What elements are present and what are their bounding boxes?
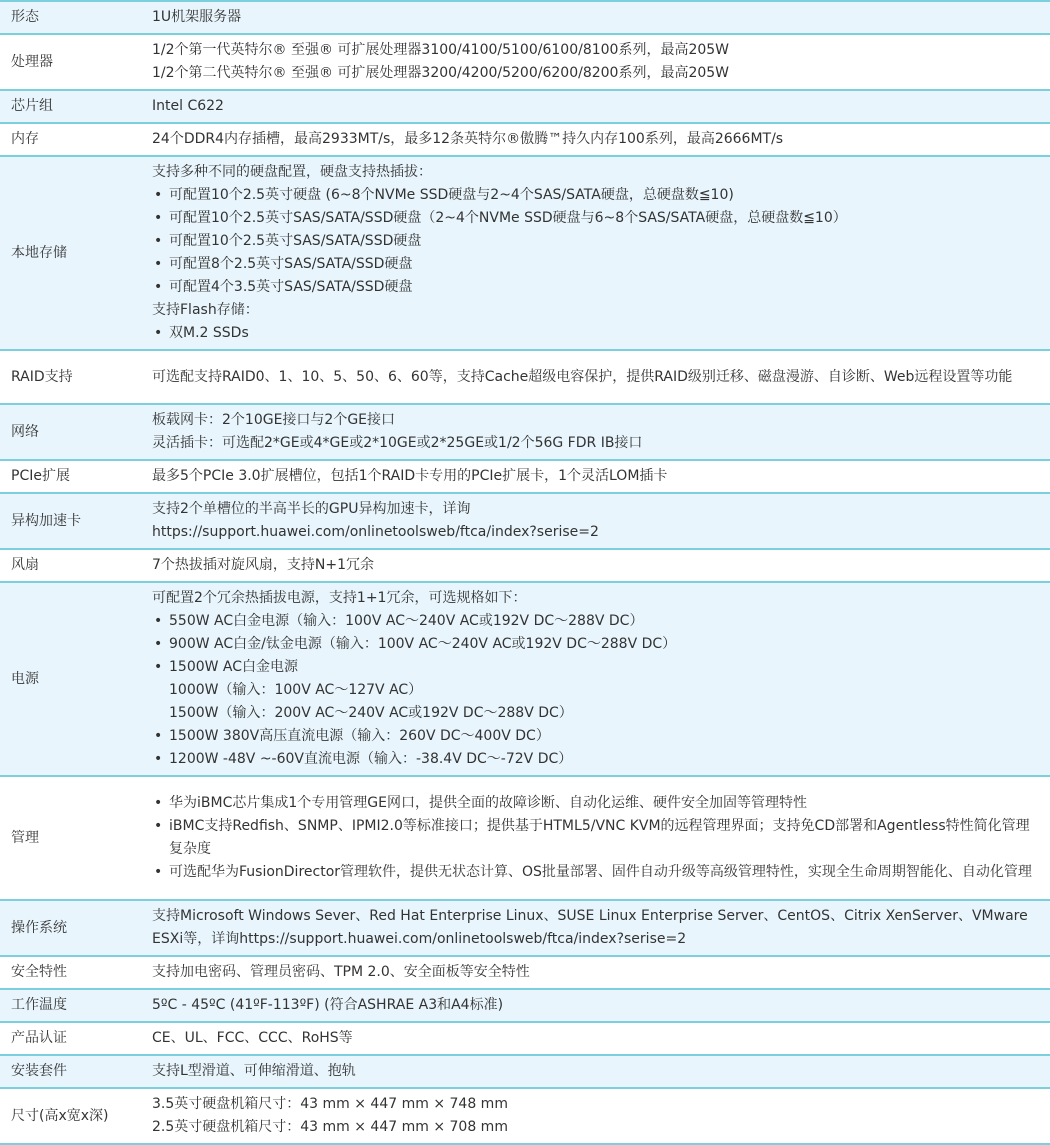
spec-row-certification [0,1022,1050,1055]
row-value [140,1,1050,34]
spec-row-gpu [0,493,1050,549]
bullet-item: • 1500W 380V高压直流电源（输入：260V DC～400V DC） [152,725,1042,748]
row-label: 管理 [11,829,39,846]
value-line: 最多5个PCIe 3.0扩展槽位，包括1个RAID卡专用的PCIe扩展卡，1个灵活LOM插卡 [152,468,668,484]
value-line: 灵活插卡：可选配2*GE或4*GE或2*10GE或2*25GE或1/2个56G FDR IB接口 [152,435,643,451]
value-line: 支持加电密码、管理员密码、TPM 2.0、安全面板等安全特性 [152,964,530,980]
bullet-item: • 900W AC白金/钛金电源（输入：100V AC～240V AC或192V DC～288V DC） [152,633,1042,656]
value-line: 可选配支持RAID0、1、10、5、50、6、60等，支持Cache超级电容保护，提供RAID级别迁移、磁盘漫游、自诊断、Web远程设置等功能 [152,368,1013,385]
spec-row-mounting-kit [0,1055,1050,1088]
bullet-item: • 可配置10个2.5英寸SAS/SATA/SSD硬盘（2~4个NVMe SSD硬盘与6~8个SAS/SATA硬盘，总硬盘数≦10） [152,207,1042,230]
spec-row-form-factor [0,1,1050,34]
spec-row-local-storage [0,156,1050,350]
row-value [140,582,1050,776]
value-line: Intel C622 [152,98,224,114]
value-line: 板载网卡：2个10GE接口与2个GE接口 [152,412,396,428]
row-value [140,34,1050,90]
row-value [140,90,1050,123]
spec-row-fan [0,549,1050,582]
row-value [140,493,1050,549]
spec-row-network [0,404,1050,460]
value-line: 1/2个第二代英特尔® 至强® 可扩展处理器3200/4200/5200/6200/8200系列，最高205W [152,65,730,81]
value-line: 1/2个第一代英特尔® 至强® 可扩展处理器3100/4100/5100/6100/8100系列，最高205W [152,42,730,58]
sub-item: 1500W（输入：200V AC～240V AC或192V DC～288V DC） [169,705,573,721]
row-value [140,989,1050,1022]
row-label: 本地存储 [11,244,67,261]
spec-row-dimensions [0,1088,1050,1144]
spec-row-chipset [0,90,1050,123]
bullet-item: • 华为iBMC芯片集成1个专用管理GE网口，提供全面的故障诊断、自动化运维、硬件安全加固等管理特性 [152,792,1042,815]
value-line: 可配置2个冗余热插拔电源，支持1+1冗余，可选规格如下： [152,590,527,606]
row-value [140,1022,1050,1055]
row-label: 尺寸(高x宽x深) [11,1107,109,1124]
row-value [140,404,1050,460]
bullet-item: • 可配置10个2.5英寸SAS/SATA/SSD硬盘 [152,230,1042,253]
value-line: 24个DDR4内存插槽，最高2933MT/s，最多12条英特尔®傲腾™持久内存100系列，最高2666MT/s [152,131,784,147]
bullet-item: • 1500W AC白金电源 [152,656,1042,679]
spec-row-os [0,900,1050,956]
spec-row-security [0,956,1050,989]
row-value [140,156,1050,350]
bullet-item: • 可选配华为FusionDirector管理软件，提供无状态计算、OS批量部署、固件自动升级等高级管理特性，实现全生命周期智能化、自动化管理 [152,861,1042,884]
value-line: 7个热拔插对旋风扇，支持N+1冗余 [152,557,375,573]
row-value [140,460,1050,493]
bullet-item: • 双M.2 SSDs [152,322,1042,345]
row-label: 安装套件 [11,1063,67,1079]
sub-item: 1000W（输入：100V AC～127V AC） [169,682,423,698]
value-line: 5ºC - 45ºC (41ºF-113ºF) (符合ASHRAE A3和A4标准) [152,997,504,1013]
row-label: 电源 [11,670,39,687]
row-label: RAID支持 [11,368,73,385]
row-label: 内存 [11,131,39,147]
spec-row-pcie [0,460,1050,493]
bullet-item: • 550W AC白金电源（输入：100V AC～240V AC或192V DC～288V DC） [152,610,1042,633]
value-line: 支持多种不同的硬盘配置，硬盘支持热插拔： [152,164,432,180]
row-label: 产品认证 [11,1030,67,1046]
row-value [140,776,1050,900]
value-line: CE、UL、FCC、CCC、RoHS等 [152,1030,353,1046]
bullet-item: • 可配置8个2.5英寸SAS/SATA/SSD硬盘 [152,253,1042,276]
row-value [140,549,1050,582]
value-line: 支持L型滑道、可伸缩滑道、抱轨 [152,1063,356,1079]
value-line: 3.5英寸硬盘机箱尺寸：43 mm × 447 mm × 748 mm [152,1096,508,1112]
spec-row-processor [0,34,1050,90]
spec-row-temperature [0,989,1050,1022]
row-label: PCIe扩展 [11,468,70,484]
bullet-item: • 可配置4个3.5英寸SAS/SATA/SSD硬盘 [152,276,1042,299]
bullet-item: • iBMC支持Redfish、SNMP、IPMI2.0等标准接口；提供基于HTML5/VNC KVM的远程管理界面；支持免CD部署和Agentless特性简化管理复杂度 [152,815,1042,861]
spec-row-raid [0,350,1050,404]
row-value [140,1088,1050,1144]
value-line: 支持2个单槽位的半高半长的GPU异构加速卡，详询 [152,501,471,517]
row-value [140,900,1050,956]
bullet-item: • 1200W -48V ~-60V直流电源（输入：-38.4V DC～-72V DC） [152,748,1042,771]
value-line: 1U机架服务器 [152,9,242,25]
row-label: 异构加速卡 [11,512,81,529]
row-value [140,350,1050,404]
spec-row-memory [0,123,1050,156]
row-value [140,123,1050,156]
row-label: 处理器 [11,53,53,70]
value-line: 支持Flash存储： [152,302,259,318]
row-label: 风扇 [11,557,39,573]
row-label: 芯片组 [11,98,53,114]
row-value [140,956,1050,989]
spec-row-power [0,582,1050,776]
row-label: 形态 [11,9,39,25]
value-line: 支持Microsoft Windows Sever、Red Hat Enterprise Linux、SUSE Linux Enterprise Server、CentOS、Citrix XenServer、VMware ESXi等，详询https://support.huawei.com/onlinetoolsweb/ftca/index?serise=2 [152,908,1028,947]
bullet-item: • 可配置10个2.5英寸硬盘 (6~8个NVMe SSD硬盘与2~4个SAS/SATA硬盘，总硬盘数≦10) [152,184,1042,207]
support-link[interactable]: https://support.huawei.com/onlinetoolsweb/ftca/index?serise=2 [152,524,599,540]
row-label: 工作温度 [11,997,67,1013]
row-label: 操作系统 [11,919,67,936]
row-label: 安全特性 [11,964,67,980]
value-line: 2.5英寸硬盘机箱尺寸：43 mm × 447 mm × 708 mm [152,1119,508,1135]
row-label: 网络 [11,423,39,440]
spec-row-management [0,776,1050,900]
row-value [140,1055,1050,1088]
